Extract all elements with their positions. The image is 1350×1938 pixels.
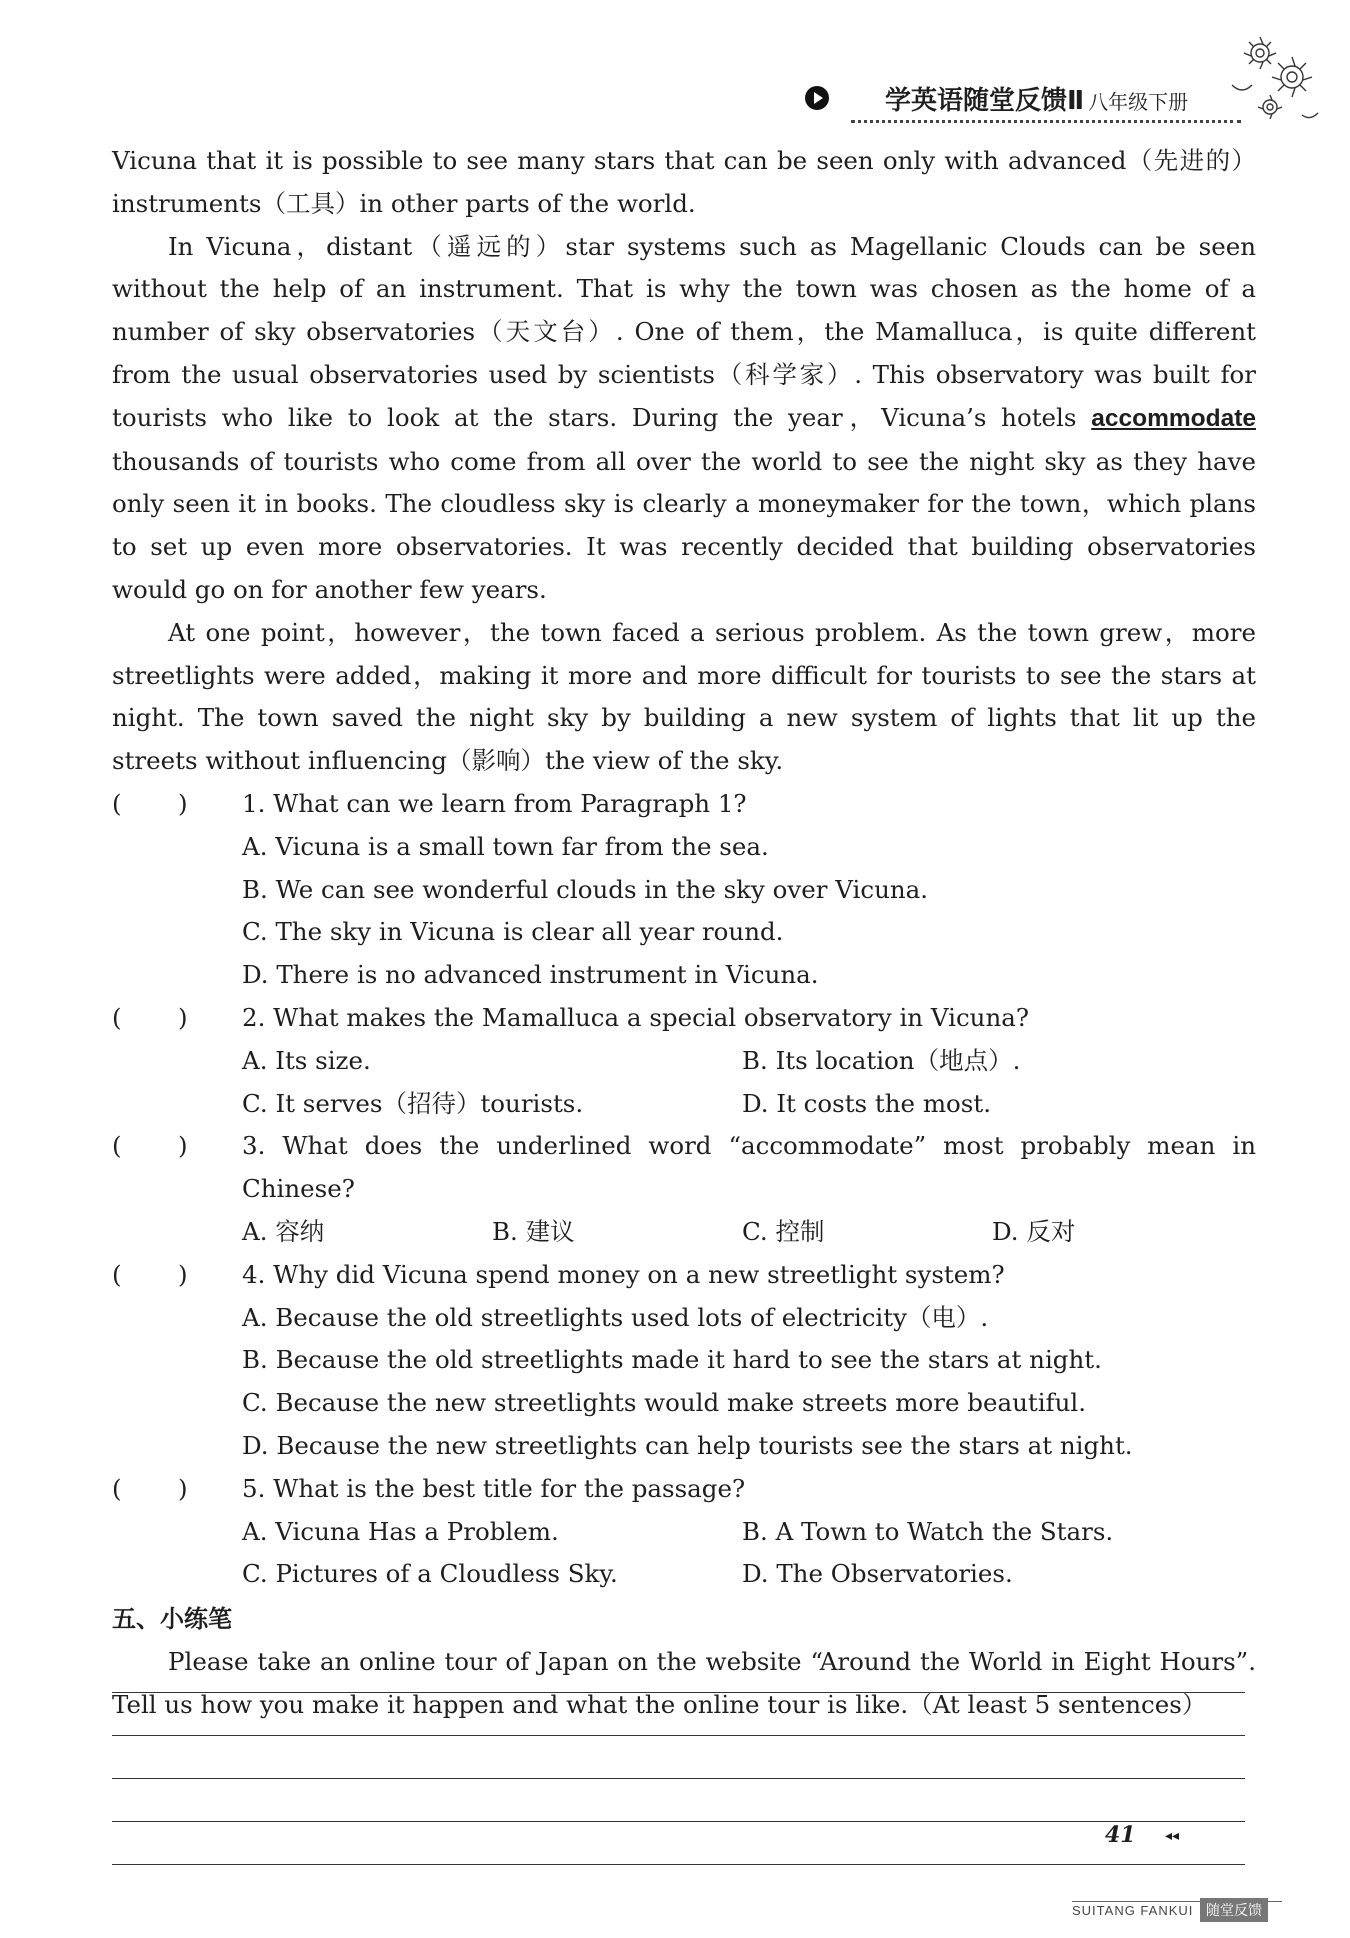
option: D. Because the new streetlights can help tourists see the stars at night. — [242, 1430, 1133, 1460]
question-5: ( ) 5. What is the best title for the passage? — [112, 1468, 1256, 1511]
option: D. It costs the most. — [742, 1088, 992, 1118]
option: A. Vicuna Has a Problem. — [242, 1516, 559, 1546]
option-row — [112, 1511, 1256, 1554]
answer-line[interactable] — [112, 1693, 1245, 1736]
option: D. There is no advanced instrument in Vicuna. — [242, 960, 819, 990]
page-header — [805, 70, 1245, 130]
option-row — [112, 1083, 1256, 1126]
flower-decoration-icon — [1222, 25, 1322, 135]
header-dotted-rule — [851, 120, 1241, 123]
option: B. Because the old streetlights made it hard to see the stars at night. — [242, 1345, 1102, 1375]
option: D. 反对 — [992, 1216, 1076, 1246]
footer-badge: 随堂反馈 — [1200, 1898, 1268, 1922]
option-row — [112, 1553, 1256, 1596]
page-content — [112, 140, 1256, 1726]
answer-blank[interactable]: ( ) — [112, 1002, 188, 1032]
question-1: ( ) 1. What can we learn from Paragraph 1? — [112, 783, 1256, 826]
option: A. 容纳 — [242, 1216, 325, 1246]
book-title: 学英语随堂反馈Ⅱ 八年级下册 — [885, 86, 1189, 116]
passage-paragraph-2: In Vicuna，distant（遥远的）star systems such as Magellanic Clouds can be seen without the help of an instrument. That is why the town was chosen as the home of a number of sky observatories（天文台）. One of them，the Mamalluca，is quite different from the usual observatories used by scientists（科学家）. This observatory was built for tourists who like to look at the stars. During the year，Vicuna’s hotels accommodate thousands of tourists who come from all over the world to see the night sky as they have only seen it in books. The cloudless sky is clearly a moneymaker for the town，which plans to set up even more observatories. It was recently decided that building observatories would go on for another few years. — [112, 231, 1256, 604]
option-row — [112, 1040, 1256, 1083]
option: B. 建议 — [492, 1216, 575, 1246]
option: B. We can see wonderful clouds in the sky over Vicuna. — [242, 874, 929, 904]
underlined-word: accommodate — [1091, 404, 1256, 432]
writing-prompt: Please take an online tour of Japan on the website “Around the World in Eight Hours”. Tell us how you make it happen and what the online tour is like.（At least 5 sentences） — [112, 1646, 1256, 1719]
question-2: ( ) 2. What makes the Mamalluca a special observatory in Vicuna? — [112, 997, 1256, 1040]
answer-blank[interactable]: ( ) — [112, 1131, 188, 1161]
play-icon — [805, 86, 829, 110]
option: C. It serves（招待）tourists. — [242, 1088, 584, 1118]
option: B. Its location（地点）. — [742, 1045, 1021, 1075]
passage-paragraph-1-tail: Vicuna that it is possible to see many stars that can be seen only with advanced（先进的）instruments（工具）in other parts of the world. — [112, 146, 1256, 218]
answer-line[interactable] — [112, 1779, 1245, 1822]
option-row — [112, 1211, 1256, 1254]
writing-heading: 五、小练笔 — [112, 1605, 232, 1634]
option: C. Because the new streetlights would make streets more beautiful. — [242, 1388, 1086, 1418]
option: B. A Town to Watch the Stars. — [742, 1516, 1114, 1546]
option: A. Vicuna is a small town far from the sea. — [242, 831, 769, 861]
option: C. The sky in Vicuna is clear all year round. — [242, 917, 784, 947]
answer-line[interactable] — [112, 1736, 1245, 1779]
answer-line[interactable] — [112, 1822, 1245, 1865]
option: D. The Observatories. — [742, 1559, 1013, 1589]
book-subtitle: 八年级下册 — [1088, 90, 1189, 114]
writing-answer-area[interactable] — [112, 1650, 1245, 1865]
option: A. Its size. — [242, 1045, 371, 1075]
footer-brand: SUITANG FANKUI — [1072, 1903, 1194, 1918]
passage-paragraph-3: At one point，however，the town faced a serious problem. As the town grew，more streetlights were added，making it more and more difficult for tourists to see the stars at night. The town saved the night sky by building a new system of lights that lit up the streets without influencing（影响）the view of the sky. — [112, 617, 1256, 776]
answer-blank[interactable]: ( ) — [112, 1259, 188, 1289]
double-arrow-icon: ◂◂ — [1165, 1828, 1180, 1844]
answer-blank[interactable]: ( ) — [112, 788, 188, 818]
answer-blank[interactable]: ( ) — [112, 1473, 188, 1503]
answer-line[interactable] — [112, 1650, 1245, 1693]
question-3: ( ) 3. What does the underlined word “accommodate” most probably mean in Chinese? — [112, 1125, 1256, 1211]
option: C. 控制 — [742, 1216, 825, 1246]
page-number: 41 — [1105, 1822, 1136, 1848]
option: C. Pictures of a Cloudless Sky. — [242, 1559, 618, 1589]
option: A. Because the old streetlights used lots of electricity（电）. — [242, 1302, 989, 1332]
question-4: ( ) 4. Why did Vicuna spend money on a new streetlight system? — [112, 1254, 1256, 1297]
